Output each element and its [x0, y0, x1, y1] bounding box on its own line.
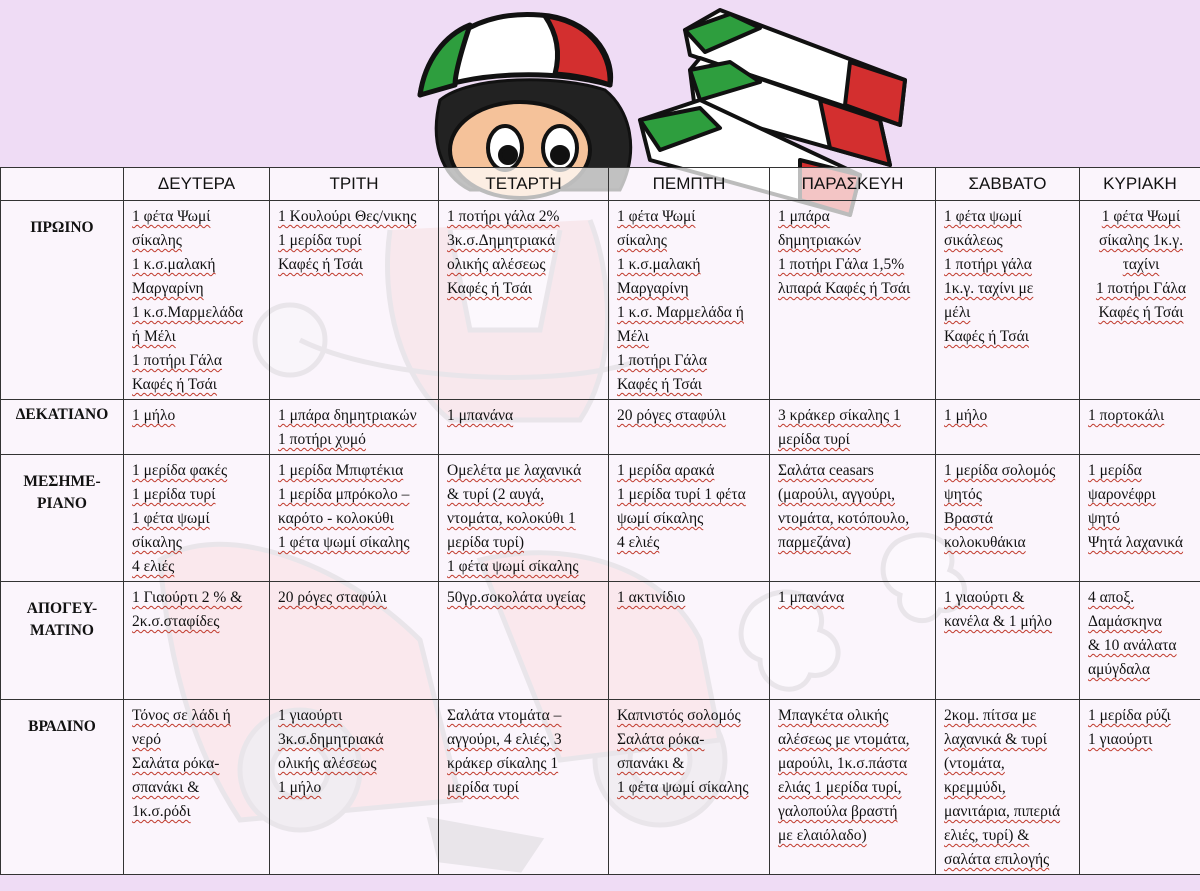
meal-item-line: 1 μπανάνα — [778, 589, 845, 606]
meal-cell — [936, 582, 1080, 700]
meal-cell — [439, 455, 609, 582]
meal-row — [1, 201, 1200, 400]
meal-item-line: μέλι — [944, 304, 971, 321]
meal-item-line: 1 ποτήρι Γάλα — [1095, 280, 1187, 297]
meal-cell — [609, 455, 770, 582]
meal-item-line: σίκαλης — [132, 534, 182, 551]
meal-cell — [936, 455, 1080, 582]
day-header: ΚΥΡΙΑΚΗ — [1080, 168, 1200, 201]
meal-item-line: Καφές ή Τσάι — [617, 376, 702, 393]
meal-item-line: 1 μήλο — [944, 407, 988, 424]
meal-item-line: Μέλι — [617, 328, 649, 345]
meal-item-line: 50γρ.σοκολάτα υγείας — [447, 589, 586, 606]
meal-item-line: 1 μερίδα μπρόκολο – — [278, 486, 410, 503]
meal-item-line: ψητό — [1088, 510, 1120, 527]
meal-item-line: παρμεζάνα) — [778, 534, 851, 551]
meal-cell — [936, 400, 1080, 455]
meal-cell — [270, 455, 439, 582]
meal-cell — [270, 201, 439, 400]
meal-item-line: 1 Κουλούρι Θες/νικης — [278, 208, 417, 225]
meal-item-line: Καφές ή Τσάι — [447, 280, 532, 297]
meal-item-line: ντομάτα, κοτόπουλο, — [778, 510, 910, 527]
day-header: ΠΑΡΑΣΚΕΥΗ — [770, 168, 936, 201]
meal-item-line: σίκαλης — [617, 232, 667, 249]
meal-item-line: Καφές ή Τσάι — [944, 328, 1029, 345]
meal-item-line: 1 φέτα Ψωμί — [132, 208, 211, 225]
meal-item-line: Ψητά λαχανικά — [1088, 534, 1184, 551]
meal-item-line: ψητός — [944, 486, 982, 503]
meal-item-line: Σαλάτα ρόκα- — [617, 731, 705, 748]
meal-item-line: 1 μπανάνα — [447, 407, 514, 424]
meal-item-line: ταχίνι — [1122, 256, 1160, 273]
meal-item-line: Καφές ή Τσάι — [132, 376, 217, 393]
meal-item-line: Δαμάσκηνα — [1088, 613, 1162, 630]
meal-item-line: 2κομ. πίτσα με — [944, 707, 1037, 724]
meal-cell — [609, 582, 770, 700]
meal-rows — [1, 201, 1200, 875]
meal-cell — [609, 700, 770, 875]
meal-item-line: Μαργαρίνη — [132, 280, 204, 297]
meal-item-line: 2κ.σ.σταφίδες — [132, 613, 220, 630]
meal-item-line: 1 ποτήρι χυμό — [278, 431, 366, 448]
meal-item-line: 1 ποτήρι Γάλα — [617, 352, 708, 369]
meal-item-line: μανιτάρια, πιπεριά — [944, 803, 1061, 820]
meal-item-line: σπανάκι & — [132, 779, 200, 796]
meal-item-line: & τυρί (2 αυγά, — [447, 486, 545, 503]
meal-label-line: ΑΠΟΓΕΥ- — [26, 600, 98, 617]
meal-item-line: 1 μερίδα φακές — [132, 462, 228, 479]
meal-item-line: αμύγδαλα — [1088, 661, 1151, 678]
meal-item-line: κράκερ σίκαλης 1 — [447, 755, 559, 772]
meal-item-line: νερό — [132, 731, 162, 748]
meal-item-line: σαλάτα επιλογής — [944, 851, 1050, 868]
meal-item-line: 1 φέτα ψωμί σίκαλης — [617, 779, 749, 796]
meal-item-line: ελιάς 1 μερίδα τυρί, — [778, 779, 902, 796]
meal-label — [1, 400, 124, 455]
meal-plan-table — [0, 167, 1200, 875]
meal-cell — [1080, 455, 1200, 582]
header-row — [1, 168, 1200, 201]
meal-row — [1, 582, 1200, 700]
meal-item-line: ολικής αλέσεως — [278, 755, 377, 772]
meal-cell — [439, 700, 609, 875]
meal-item-line: 4 ελιές — [132, 558, 175, 575]
meal-item-line: 3κ.σ.Δημητριακά — [447, 232, 556, 249]
meal-item-line: μερίδα τυρί) — [447, 534, 524, 551]
meal-item-line: 4 αποξ. — [1088, 589, 1135, 606]
meal-item-line: Μαργαρίνη — [617, 280, 689, 297]
meal-cell — [770, 201, 936, 400]
meal-label — [1, 455, 124, 582]
meal-item-line: & 10 ανάλατα — [1088, 637, 1177, 654]
meal-cell — [609, 201, 770, 400]
meal-label-line: ΡΙΑΝΟ — [37, 495, 87, 512]
meal-item-line: ντομάτα, κολοκύθι 1 — [447, 510, 576, 527]
meal-label-line: ΜΑΤΙΝΟ — [30, 622, 94, 639]
meal-row — [1, 400, 1200, 455]
meal-label — [1, 700, 124, 875]
meal-item-line: 1 γιαούρτι & — [944, 589, 1025, 606]
meal-item-line: 20 ρόγες σταφύλι — [278, 589, 387, 606]
meal-item-line: Καπνιστός σολομός — [617, 707, 741, 724]
meal-item-line: 1 φέτα ψωμί — [944, 208, 1022, 225]
meal-cell — [270, 582, 439, 700]
meal-item-line: 1 κ.σ. Μαρμελάδα ή — [617, 304, 744, 321]
meal-item-line: Τόνος σε λάδι ή — [132, 707, 231, 724]
meal-item-line: 1 μερίδα τυρί — [278, 232, 362, 249]
meal-item-line: 1 κ.σ.μαλακή — [617, 256, 701, 273]
meal-item-line: γαλοπούλα βραστή — [778, 803, 898, 820]
meal-item-line: 1 κ.σ.μαλακή — [132, 256, 216, 273]
meal-cell — [1080, 201, 1200, 400]
meal-item-line: 1 φέτα ψωμί — [132, 510, 210, 527]
meal-item-line: λιπαρά Καφές ή Τσάι — [778, 280, 911, 297]
meal-item-line: 1 μερίδα τυρί — [132, 486, 216, 503]
meal-cell — [770, 700, 936, 875]
meal-cell — [124, 582, 270, 700]
meal-cell — [770, 455, 936, 582]
meal-cell — [1080, 700, 1200, 875]
meal-item-line: ψαρονέφρι — [1088, 486, 1156, 503]
meal-item-line: 1 μερίδα — [1088, 462, 1142, 479]
meal-cell — [1080, 582, 1200, 700]
meal-item-line: 1 κ.σ.Μαρμελάδα — [132, 304, 244, 321]
day-header: ΤΕΤΑΡΤΗ — [439, 168, 609, 201]
meal-item-line: σίκαλης — [132, 232, 182, 249]
meal-item-line: 1 μερίδα ρύζι — [1088, 707, 1171, 724]
day-header: ΔΕΥΤΕΡΑ — [124, 168, 270, 201]
meal-item-line: μερίδα τυρί — [447, 779, 519, 796]
meal-label-line: ΜΕΣΗΜΕ- — [23, 473, 101, 490]
meal-item-line: (μαρούλι, αγγούρι, — [778, 486, 896, 503]
meal-cell — [270, 400, 439, 455]
meal-item-line: κρεμμύδι, — [944, 779, 1006, 796]
meal-cell — [439, 400, 609, 455]
meal-item-line: 1 ποτήρι Γάλα — [132, 352, 223, 369]
meal-cell — [270, 700, 439, 875]
meal-item-line: με ελαιόλαδο) — [778, 827, 867, 844]
meal-item-line: 1 φέτα ψωμί σίκαλης — [447, 558, 579, 575]
meal-label — [1, 582, 124, 700]
meal-cell — [770, 582, 936, 700]
meal-item-line: 1 μερίδα τυρί 1 φέτα — [617, 486, 746, 503]
meal-item-line: Σαλάτα ceasars — [778, 462, 874, 479]
meal-item-line: 20 ρόγες σταφύλι — [617, 407, 726, 424]
meal-item-line: καρότο - κολοκύθι — [278, 510, 394, 527]
meal-item-line: σικάλεως — [944, 232, 1003, 249]
day-header: ΤΡΙΤΗ — [270, 168, 439, 201]
meal-item-line: Μπαγκέτα ολικής — [778, 707, 889, 724]
meal-cell — [1080, 400, 1200, 455]
meal-item-line: 1 φέτα Ψωμί — [617, 208, 696, 225]
meal-cell — [609, 400, 770, 455]
meal-cell — [936, 700, 1080, 875]
meal-item-line: 1 μήλο — [132, 407, 176, 424]
meal-cell — [124, 455, 270, 582]
meal-label-line: ΔΕΚΑΤΙΑΝΟ — [15, 406, 109, 423]
meal-item-line: 1 μερίδα Μπιφτέκια — [278, 462, 404, 479]
meal-item-line: 1 ακτινίδιο — [617, 589, 686, 606]
meal-item-line: 3κ.σ.δημητριακά — [278, 731, 384, 748]
meal-cell — [936, 201, 1080, 400]
meal-item-line: ελιές, τυρί) & — [944, 827, 1030, 844]
meal-cell — [124, 700, 270, 875]
meal-row — [1, 455, 1200, 582]
meal-item-line: 1κ.γ. ταχίνι με — [944, 280, 1034, 297]
meal-item-line: 1 ποτήρι Γάλα 1,5% — [778, 256, 905, 273]
meal-cell — [439, 582, 609, 700]
meal-item-line: ή Μέλι — [132, 328, 176, 345]
meal-item-line: μαρούλι, 1κ.σ.πάστα — [778, 755, 908, 772]
meal-item-line: 1 μήλο — [278, 779, 322, 796]
day-header: ΠΕΜΠΤΗ — [609, 168, 770, 201]
meal-item-line: κανέλα & 1 μήλο — [944, 613, 1053, 630]
meal-cell — [124, 201, 270, 400]
meal-item-line: 3 κράκερ σίκαλης 1 — [778, 407, 901, 424]
meal-item-line: σπανάκι & — [617, 755, 685, 772]
meal-item-line: (ντομάτα, — [944, 755, 1005, 772]
meal-cell — [124, 400, 270, 455]
meal-cell — [770, 400, 936, 455]
meal-label-line: ΒΡΑΔΙΝΟ — [28, 718, 96, 735]
meal-item-line: 1 μπάρα δημητριακών — [278, 407, 417, 424]
meal-item-line: Ομελέτα με λαχανικά — [447, 462, 582, 479]
meal-item-line: 1 φέτα ψωμί σίκαλης — [278, 534, 410, 551]
meal-cell — [439, 201, 609, 400]
meal-item-line: μερίδα τυρί — [778, 431, 850, 448]
meal-item-line: 1 μερίδα αρακά — [617, 462, 715, 479]
meal-item-line: αγγούρι, 4 ελιές, 3 — [447, 731, 562, 748]
meal-item-line: δημητριακών — [778, 232, 861, 249]
meal-item-line: αλέσεως με ντομάτα, — [778, 731, 910, 748]
meal-item-line: 1 Γιαούρτι 2 % & — [132, 589, 243, 606]
meal-item-line: Βραστά — [944, 510, 993, 527]
weekly-meal-plan — [0, 167, 1200, 868]
meal-label-line: ΠΡΩΙΝΟ — [30, 219, 94, 236]
meal-item-line: λαχανικά & τυρί — [944, 731, 1047, 748]
day-header: ΣΑΒΒΑΤΟ — [936, 168, 1080, 201]
meal-item-line: Σαλάτα ντομάτα – — [447, 707, 562, 724]
meal-item-line: 1 ποτήρι γάλα 2% — [447, 208, 560, 225]
meal-item-line: 1 γιαούρτι — [1088, 731, 1153, 748]
meal-item-line: σίκαλης 1κ.γ. — [1099, 232, 1183, 249]
meal-row — [1, 700, 1200, 875]
meal-item-line: Καφές ή Τσάι — [1098, 304, 1184, 321]
meal-item-line: 1 πορτοκάλι — [1088, 407, 1165, 424]
meal-item-line: Σαλάτα ρόκα- — [132, 755, 220, 772]
meal-item-line: 1 φέτα Ψωμί — [1101, 208, 1181, 225]
meal-item-line: 1κ.σ.ρόδι — [132, 803, 191, 820]
meal-item-line: κολοκυθάκια — [944, 534, 1026, 551]
meal-item-line: 1 μερίδα σολομός — [944, 462, 1056, 479]
meal-item-line: 4 ελιές — [617, 534, 660, 551]
meal-item-line: ψωμί σίκαλης — [617, 510, 704, 527]
meal-item-line: 1 μπάρα — [778, 208, 830, 225]
meal-label — [1, 201, 124, 400]
meal-item-line: ολικής αλέσεως — [447, 256, 546, 273]
meal-item-line: 1 ποτήρι γάλα — [944, 256, 1032, 273]
meal-item-line: 1 γιαούρτι — [278, 707, 343, 724]
corner-cell — [1, 168, 124, 201]
meal-item-line: Καφές ή Τσάι — [278, 256, 363, 273]
